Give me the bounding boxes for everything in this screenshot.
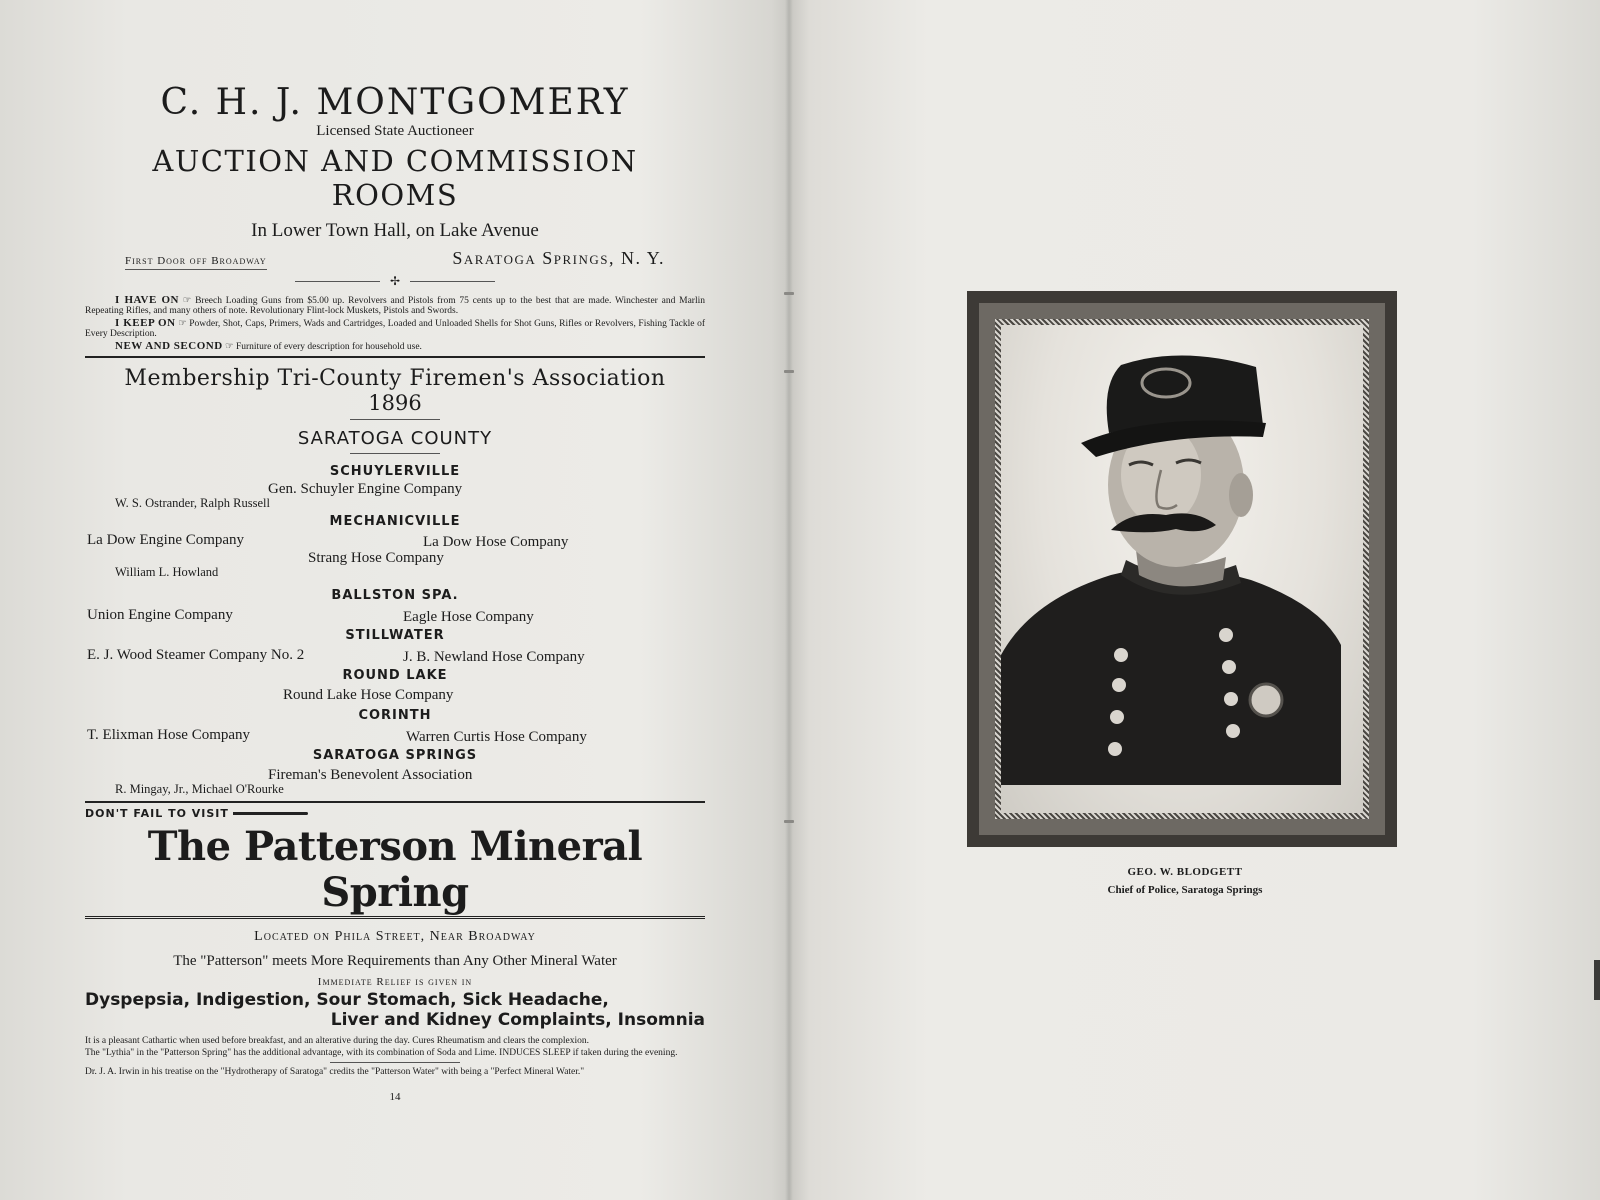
first-door: First Door off Broadway — [125, 255, 267, 270]
company: Eagle Hose Company — [403, 609, 534, 625]
ailments-line-2: Liver and Kidney Complaints, Insomnia — [330, 1010, 705, 1030]
pointing-hand-icon: ☞ — [225, 342, 236, 352]
town-round-lake: ROUND LAKE — [342, 668, 448, 683]
town-stillwater: STILLWATER — [345, 628, 445, 643]
people: W. S. Ostrander, Ralph Russell — [115, 496, 270, 510]
people: William L. Howland — [115, 565, 219, 579]
ad-heading: AUCTION AND COMMISSION ROOMS — [152, 144, 638, 212]
patterson-para-1: It is a pleasant Cathartic when used before breakfast, and an alterative during the day. Cures Rheumatism and clears the complexion. — [85, 1036, 590, 1046]
section-rule — [85, 801, 705, 803]
company: Round Lake Hose Company — [283, 687, 454, 703]
ornament-divider: ✢ — [295, 274, 495, 289]
police-chief-portrait — [1001, 325, 1341, 785]
company: Strang Hose Company — [308, 550, 444, 566]
portrait-frame — [967, 291, 1397, 847]
people: R. Mingay, Jr., Michael O'Rourke — [115, 782, 284, 796]
ad-licensed: Licensed State Auctioneer — [316, 123, 474, 139]
company: J. B. Newland Hose Company — [403, 649, 585, 665]
page-number: 14 — [389, 1091, 401, 1103]
town-saratoga-springs: SARATOGA SPRINGS — [312, 748, 478, 763]
have-on-text: Breech Loading Guns from $5.00 up. Revolvers and Pistols from 75 cents up to the best that are made. Winchester and Marlin Repeating Rifles, and many others of note. Revolutionary Flint-lock Muskets, Pistols and Swords. — [85, 296, 705, 316]
company: Gen. Schuyler Engine Company — [268, 481, 463, 497]
keep-on-para — [85, 318, 705, 339]
thin-rule — [350, 453, 440, 454]
mechanicville-row-2 — [85, 546, 705, 566]
city-address: Saratoga Springs, N. Y. — [452, 248, 665, 268]
ailments-line-1: Dyspepsia, Indigestion, Sour Stomach, Sick Headache, — [85, 990, 609, 1010]
staple — [784, 370, 794, 373]
ornate-border — [979, 303, 1385, 835]
thin-rule — [350, 419, 440, 420]
pointing-hand-icon: ☞ — [182, 296, 196, 306]
portrait-caption-title: Chief of Police, Saratoga Springs — [1107, 884, 1263, 896]
have-on-label: I HAVE ON — [115, 294, 179, 306]
ad-location: In Lower Town Hall, on Lake Avenue — [251, 220, 539, 241]
arrow-rule — [233, 812, 308, 815]
mechanicville-row — [85, 529, 705, 550]
town-corinth: CORINTH — [358, 708, 432, 723]
company: Union Engine Company — [87, 607, 233, 623]
keep-on-label: I KEEP ON — [115, 317, 176, 329]
new-second-label: NEW AND SECOND — [115, 340, 223, 352]
portrait-caption-name: GEO. W. BLODGETT — [1127, 866, 1243, 878]
staple — [784, 292, 794, 295]
company: La Dow Engine Company — [87, 532, 245, 548]
patterson-title: The Patterson Mineral Spring — [85, 824, 705, 919]
new-second-para — [85, 341, 705, 352]
patterson-location: Located on Phila Street, Near Broadway — [254, 929, 536, 944]
corinth-row — [85, 723, 705, 745]
gutter-fold — [785, 0, 793, 1200]
ballston-row — [85, 603, 705, 625]
company: La Dow Hose Company — [423, 534, 569, 550]
keep-on-text: Powder, Shot, Caps, Primers, Wads and Cartridges, Loaded and Unloaded Shells for Shot Guns, Rifles or Revolvers, Fishing Tackle of Every Description. — [85, 319, 706, 339]
section-rule — [85, 356, 705, 358]
stillwater-row — [85, 643, 705, 665]
company: Fireman's Benevolent Association — [268, 767, 473, 783]
patterson-ad — [85, 807, 705, 1103]
company: E. J. Wood Steamer Company No. 2 — [87, 647, 305, 663]
portrait-photo — [1001, 325, 1363, 813]
dont-fail-text: DON'T FAIL TO VISIT — [85, 807, 229, 820]
county-heading: SARATOGA COUNTY — [297, 428, 493, 449]
saratoga-people-row — [85, 780, 705, 795]
membership-year: 1896 — [368, 391, 422, 415]
membership-section — [85, 366, 705, 795]
new-second-text: Furniture of every description for household use. — [235, 342, 422, 352]
schuylerville-people-row — [85, 496, 705, 510]
staple — [784, 820, 794, 823]
pointing-hand-icon: ☞ — [178, 319, 190, 329]
saratoga-row — [85, 763, 705, 783]
town-mechanicville: MECHANICVILLE — [329, 514, 461, 529]
patterson-meets: The "Patterson" meets More Requirements than Any Other Mineral Water — [173, 953, 617, 969]
town-schuylerville: SCHUYLERVILLE — [329, 464, 461, 479]
town-ballston: BALLSTON SPA. — [331, 588, 459, 603]
patterson-relief: Immediate Relief is given in — [317, 976, 473, 988]
have-on-para — [85, 295, 705, 316]
address-row — [125, 248, 665, 270]
company: Warren Curtis Hose Company — [406, 729, 587, 745]
thin-rule — [330, 1062, 460, 1063]
montgomery-ad — [85, 82, 705, 289]
patterson-para-2: The "Lythia" in the "Patterson Spring" has the additional advantage, with its combination of Soda and Lime. INDUCES SLEEP if taken during the evening. — [85, 1048, 678, 1058]
round-lake-row — [85, 683, 705, 703]
company: T. Elixman Hose Company — [87, 727, 251, 743]
schuylerville-row — [85, 479, 705, 496]
patterson-para-3: Dr. J. A. Irwin in his treatise on the "Hydrotherapy of Saratoga" credits the "Patterson Water" with being a "Perfect Mineral Water." — [85, 1067, 585, 1077]
page-edge-shadow — [1594, 960, 1600, 1000]
left-page — [85, 70, 705, 1103]
dont-fail-line — [85, 807, 705, 820]
mechanicville-people-row — [85, 563, 705, 578]
ad-name: C. H. J. MONTGOMERY — [160, 82, 630, 123]
membership-title: Membership Tri-County Firemen's Association — [124, 366, 666, 391]
